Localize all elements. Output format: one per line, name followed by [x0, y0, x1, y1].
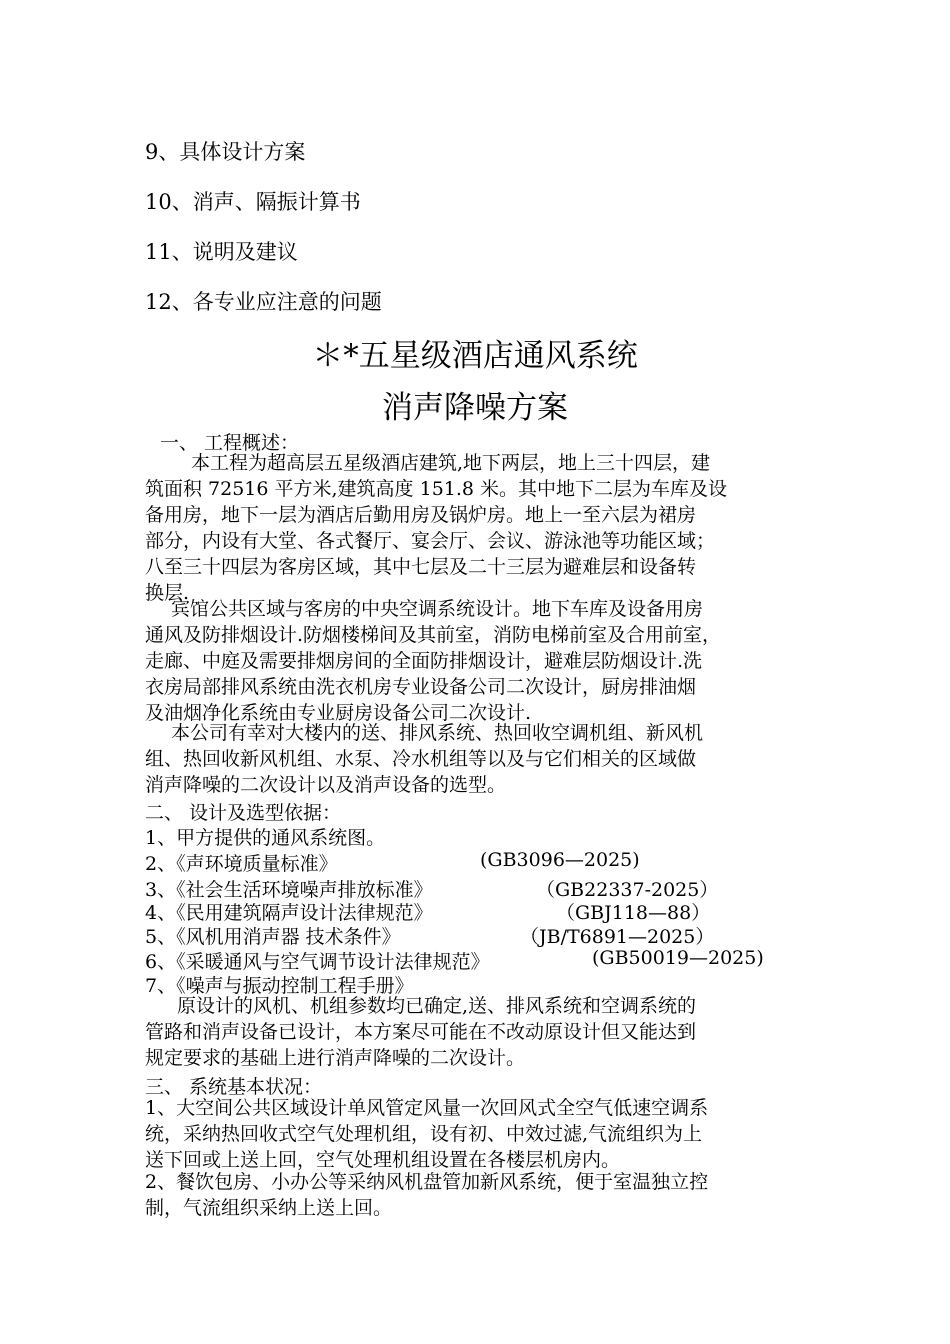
section2-heading: 二、 设计及选型依据： [145, 802, 342, 824]
reference-item-5: 5、《风机用消声器 技术条件》 [145, 926, 401, 948]
reference-code-6: (GB50019—2025) [592, 947, 764, 969]
text-line: 送下回或上送上回，空气处理机组设置在各楼层机房内。 [145, 1149, 621, 1171]
text-line: 规定要求的基础上进行消声降噪的二次设计。 [145, 1047, 526, 1069]
toc-item-11: 11、说明及建议 [145, 240, 298, 264]
text-line: 消声降噪的二次设计以及消声设备的选型。 [145, 774, 507, 796]
reference-code-3: （GB22337-2025） [536, 879, 719, 901]
section1-paragraph-1 [145, 450, 810, 606]
text-line: 本工程为超高层五星级酒店建筑,地下两层，地上三十四层，建 [191, 452, 711, 474]
text-line: 衣房局部排风系统由洗衣机房专业设备公司二次设计，厨房排油烟 [145, 676, 697, 698]
reference-item-2: 2、《声环境质量标准》 [145, 853, 338, 875]
title-line1: ＊*五星级酒店通风系统 [312, 338, 638, 374]
section1-paragraph-3 [145, 720, 810, 798]
text-line: 走廊、中庭及需要排烟房间的全面防排烟设计，避难层防烟设计.洗 [145, 650, 703, 672]
section1-paragraph-2 [145, 596, 810, 726]
reference-code-4: （GBJ118—88） [556, 902, 711, 924]
text-line: 八至三十四层为客房区域，其中七层及二十三层为避难层和设备转 [145, 556, 697, 578]
text-line: 及油烟净化系统由专业厨房设备公司二次设计. [145, 702, 532, 724]
text-line: 1、大空间公共区域设计单风管定风量一次回风式全空气低速空调系 [145, 1097, 709, 1119]
reference-code-2: (GB3096—2025) [480, 849, 640, 871]
toc-item-9: 9、具体设计方案 [145, 140, 306, 164]
reference-item-3: 3、《社会生活环境噪声排放标准》 [145, 879, 433, 901]
text-line: 通风及防排烟设计.防烟楼梯间及其前室，消防电梯前室及合用前室， [145, 624, 722, 646]
text-line: 统，采纳热回收式空气处理机组，设有初、中效过滤,气流组织为上 [145, 1123, 703, 1145]
text-line: 制，气流组织采纳上送上回。 [145, 1197, 393, 1219]
reference-item-7: 7、《噪声与振动控制工程手册》 [145, 975, 414, 997]
section3-item-2 [145, 1169, 810, 1221]
section3-item-1 [145, 1095, 810, 1173]
text-line: 原设计的风机、机组参数均已确定,送、排风系统和空调系统的 [177, 995, 697, 1017]
text-line: 备用房，地下一层为酒店后勤用房及锅炉房。地上一至六层为裙房 [145, 504, 697, 526]
toc-item-12: 12、各专业应注意的问题 [145, 290, 382, 314]
text-line: 宾馆公共区域与客房的中央空调系统设计。地下车库及设备用房 [171, 598, 704, 620]
reference-code-5: （JB/T6891—2025） [520, 926, 715, 948]
section2-paragraph [145, 993, 810, 1071]
reference-item-6: 6、《采暖通风与空气调节设计法律规范》 [145, 951, 490, 973]
toc-item-10: 10、消声、隔振计算书 [145, 190, 361, 214]
text-line: 部分，内设有大堂、各式餐厅、宴会厅、会议、游泳池等功能区域； [145, 530, 716, 552]
text-line: 换层. [145, 582, 190, 604]
text-line: 2、餐饮包房、小办公等采纳风机盘管加新风系统，便于室温独立控 [145, 1171, 709, 1193]
text-line: 组、热回收新风机组、水泵、冷水机组等以及与它们相关的区域做 [145, 748, 697, 770]
text-line: 管路和消声设备已设计，本方案尽可能在不改动原设计但又能达到 [145, 1021, 697, 1043]
text-line: 筑面积 72516 平方米,建筑高度 151.8 米。其中地下二层为车库及设 [145, 478, 728, 500]
reference-item-1: 1、甲方提供的通风系统图。 [145, 827, 386, 849]
reference-item-4: 4、《民用建筑隔声设计法律规范》 [145, 902, 433, 924]
text-line: 本公司有幸对大楼内的送、排风系统、热回收空调机组、新风机 [171, 722, 704, 744]
section3-heading: 三、 系统基本状况： [145, 1076, 323, 1098]
section1-heading: 一、 工程概述： [160, 432, 300, 454]
title-line2: 消声降噪方案 [382, 390, 568, 426]
